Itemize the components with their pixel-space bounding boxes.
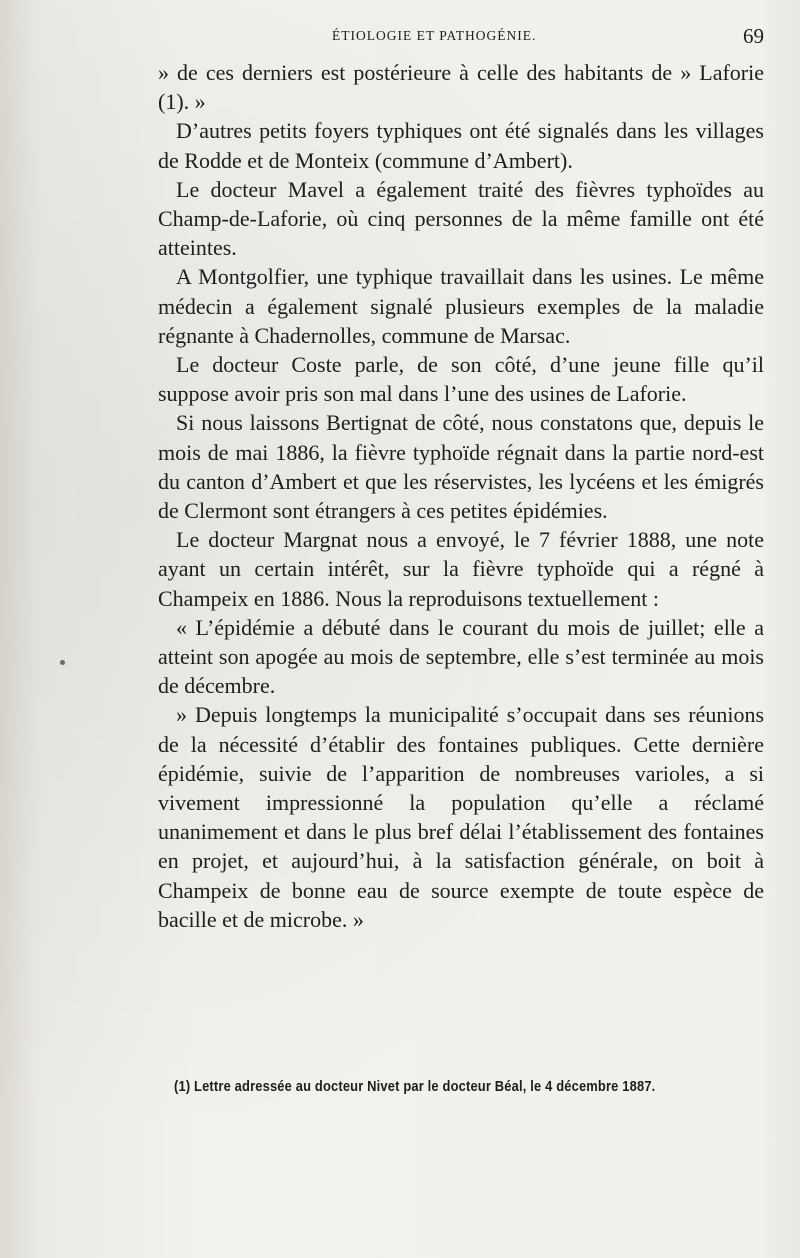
- paragraph: Le docteur Coste parle, de son côté, d’une jeune fille qu’il suppose avoir pris son mal dans l’une des usines de Laforie.: [158, 352, 764, 407]
- paragraph: Si nous laissons Bertignat de côté, nous constatons que, depuis le mois de mai 1886, la fièvre typhoïde régnait dans la partie nord-est du canton d’Ambert et que les réservistes, les lycéens et les émigrés de Clermont sont étrangers à ces petites épidémies.: [158, 410, 764, 524]
- body-text: [158, 58, 764, 934]
- footnote: (1) Lettre adressée au docteur Nivet par le docteur Béal, le 4 décembre 1887.: [174, 1078, 656, 1095]
- paragraph: D’autres petits foyers typhiques ont été signalés dans les villages de Rodde et de Monteix (commune d’Ambert).: [158, 118, 764, 173]
- page-number: 69: [743, 24, 764, 48]
- paragraph: » de ces derniers est postérieure à celle des habitants de » Laforie (1). »: [158, 60, 764, 115]
- running-head: [160, 26, 764, 48]
- paragraph: Le docteur Mavel a également traité des fièvres typhoïdes au Champ-de-Laforie, où cinq personnes de la même famille ont été atteintes.: [158, 176, 764, 261]
- ink-speck: [60, 660, 65, 665]
- quote-paragraph: « L’épidémie a débuté dans le courant du mois de juillet; elle a atteint son apogée au mois de septembre, elle s’est terminée au mois de décembre.: [158, 614, 764, 699]
- quote-paragraph: » Depuis longtemps la municipalité s’occupait dans ses réunions de la nécessité d’établir des fontaines publiques. Cette dernière épidémie, suivie de l’apparition de nombreuses varioles, a si vivement impressionné la population qu’elle a réclamé unanimement et dans le plus bref délai l’établissement des fontaines en projet, et aujourd’hui, à la satisfaction générale, on boit à Champeix de bonne eau de source exempte de toute espèce de bacille et de microbe. »: [158, 702, 764, 932]
- paragraph: A Montgolfier, une typhique travaillait dans les usines. Le même médecin a également signalé plusieurs exemples de la maladie régnante à Chadernolles, commune de Marsac.: [158, 264, 764, 348]
- paragraph: Le docteur Margnat nous a envoyé, le 7 février 1888, une note ayant un certain intérêt, sur la fièvre typhoïde qui a régné à Champeix en 1886. Nous la reproduisons textuellement :: [158, 527, 764, 611]
- running-title: ÉTIOLOGIE ET PATHOGÉNIE.: [332, 28, 537, 43]
